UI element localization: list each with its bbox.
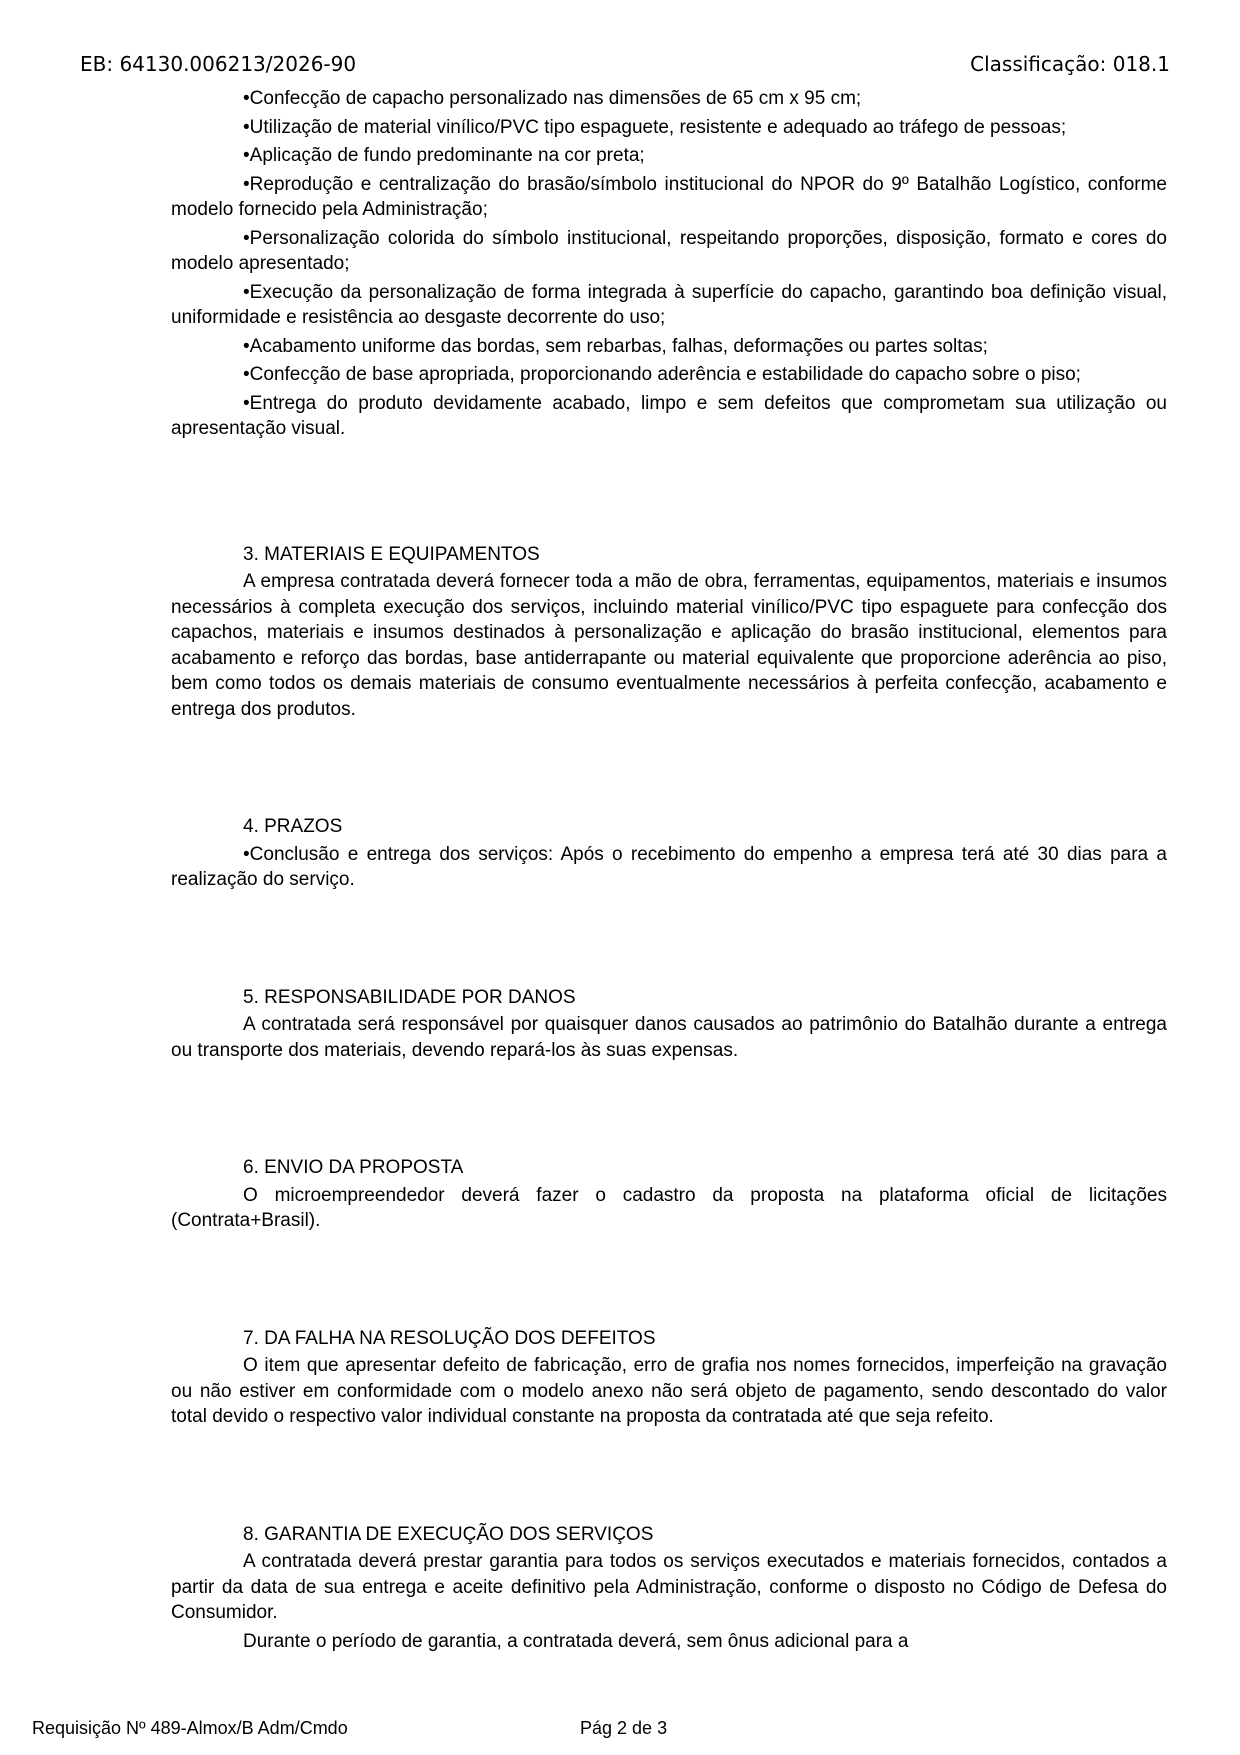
section-proposal [171, 1155, 1167, 1234]
section-liability [171, 985, 1167, 1064]
section-title: 4. PRAZOS [243, 816, 343, 837]
document-id: EB: 64130.006213/2026-90 [80, 52, 357, 76]
section-paragraph: O microempreendedor deverá fazer o cadastro da proposta na plataforma oficial de licitações (Contrata+Brasil). [171, 1184, 1167, 1231]
section-paragraph: A empresa contratada deverá fornecer toda a mão de obra, ferramentas, equipamentos, materiais e insumos necessários à completa execução dos serviços, incluindo material vinílico/PVC tipo espaguete para confecção dos capachos, materiais e insumos destinados à personalização e aplicação do brasão institucional, elementos para acabamento e reforço das bordas, base antiderrapante ou material equivalente que proporcione aderência ao piso, bem como todos os demais materiais de consumo eventualmente necessários à perfeita confecção, acabamento e entrega dos produtos. [171, 571, 1167, 720]
section-title: 8. GARANTIA DE EXECUÇÃO DOS SERVIÇOS [243, 1523, 654, 1545]
list-item: •Confecção de base apropriada, proporcionando aderência e estabilidade do capacho sobre o piso; [243, 364, 1081, 385]
section-title: 5. RESPONSABILIDADE POR DANOS [243, 986, 576, 1008]
section-paragraph: A contratada deverá prestar garantia para todos os serviços executados e materiais fornecidos, contados a partir da data de sua entrega e aceite definitivo pela Administração, conforme o disposto no Código de Defesa do Consumidor. [171, 1551, 1167, 1623]
section-title: 3. MATERIAIS E EQUIPAMENTOS [243, 543, 540, 565]
document-body [171, 86, 1167, 1657]
list-item: •Utilização de material vinílico/PVC tipo espaguete, resistente e adequado ao tráfego de pessoas; [243, 116, 1067, 138]
section-title: 7. DA FALHA NA RESOLUÇÃO DOS DEFEITOS [243, 1327, 656, 1349]
list-item: •Reprodução e centralização do brasão/símbolo institucional do NPOR do 9º Batalhão Logístico, conforme modelo fornecido pela Administração; [171, 173, 1167, 220]
section-paragraph: •Conclusão e entrega dos serviços: Após o recebimento do empenho a empresa terá até 30 dias para a realização do serviço. [171, 843, 1167, 890]
section-defects [171, 1326, 1167, 1430]
section-materials [171, 542, 1167, 723]
classification-code: Classificação: 018.1 [970, 52, 1170, 76]
list-item: •Entrega do produto devidamente acabado, limpo e sem defeitos que comprometam sua utilização ou apresentação visual. [171, 392, 1167, 439]
list-item: •Execução da personalização de forma integrada à superfície do capacho, garantindo boa definição visual, uniformidade e resistência ao desgaste decorrente do uso; [171, 281, 1167, 328]
list-item: •Confecção de capacho personalizado nas dimensões de 65 cm x 95 cm; [243, 88, 862, 109]
requirements-list [171, 86, 1167, 442]
list-item: •Personalização colorida do símbolo institucional, respeitando proporções, disposição, formato e cores do modelo apresentado; [171, 227, 1167, 274]
section-title: 6. ENVIO DA PROPOSTA [243, 1157, 464, 1178]
section-paragraph: A contratada será responsável por quaisquer danos causados ao patrimônio do Batalhão durante a entrega ou transporte dos materiais, devendo repará-los às suas expensas. [171, 1014, 1167, 1061]
list-item: •Acabamento uniforme das bordas, sem rebarbas, falhas, deformações ou partes soltas; [243, 335, 988, 357]
section-paragraph: Durante o período de garantia, a contratada deverá, sem ônus adicional para a [243, 1630, 909, 1652]
section-warranty [171, 1522, 1167, 1655]
list-item: •Aplicação de fundo predominante na cor preta; [243, 145, 645, 166]
page-number: Pág 2 de 3 [580, 1718, 668, 1738]
section-deadlines [171, 814, 1167, 893]
section-paragraph: O item que apresentar defeito de fabricação, erro de grafia nos nomes fornecidos, imperfeição na gravação ou não estiver em conformidade com o modelo anexo não será objeto de pagamento, sendo descontado do valor total devido o respectivo valor individual constante na proposta da contratada até que seja refeito. [171, 1355, 1167, 1427]
footer-requisition: Requisição Nº 489-Almox/B Adm/Cmdo [32, 1718, 348, 1738]
